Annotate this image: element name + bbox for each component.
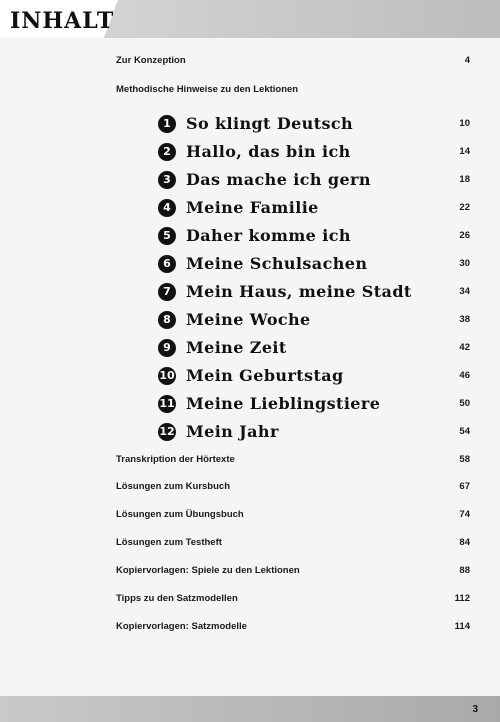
toc-entry-page: 4 [464, 55, 470, 66]
toc-entry[interactable] [116, 55, 470, 66]
lesson-page: 42 [459, 342, 470, 353]
lesson-number-badge: 9 [158, 339, 176, 357]
lesson-entry[interactable] [158, 226, 470, 245]
lesson-title: So klingt Deutsch [186, 114, 354, 133]
page-title: INHALT [10, 8, 115, 34]
lesson-title: Hallo, das bin ich [186, 142, 351, 161]
lesson-number-badge: 6 [158, 255, 176, 273]
lesson-title: Meine Zeit [186, 338, 287, 357]
toc-entry-page: 88 [459, 565, 470, 576]
lesson-entry[interactable] [158, 394, 470, 413]
lesson-number-badge: 1 [158, 115, 176, 133]
toc-entry-page: 74 [459, 509, 470, 520]
lesson-number-badge: 8 [158, 311, 176, 329]
toc-entry-page: 84 [459, 537, 470, 548]
toc-entry-page: 58 [459, 454, 470, 465]
toc-entry[interactable] [116, 481, 470, 492]
toc-entry-label: Methodische Hinweise zu den Lektionen [116, 84, 299, 95]
lesson-number-badge: 7 [158, 283, 176, 301]
lesson-number-badge: 5 [158, 227, 176, 245]
lesson-title: Mein Haus, meine Stadt [186, 282, 412, 301]
toc-entry-label: Kopiervorlagen: Spiele zu den Lektionen [116, 565, 300, 576]
lesson-entry[interactable] [158, 198, 470, 217]
lesson-page: 10 [459, 118, 470, 129]
toc-entry[interactable] [116, 454, 470, 465]
toc-entry-page: 114 [454, 621, 470, 632]
toc-entry[interactable] [116, 621, 470, 632]
lesson-page: 54 [459, 426, 470, 437]
toc-entry-page: 67 [459, 481, 470, 492]
toc-entry-label: Kopiervorlagen: Satzmodelle [116, 621, 247, 632]
lesson-entry[interactable] [158, 282, 470, 301]
lesson-page: 18 [459, 174, 470, 185]
lesson-number-badge: 10 [158, 367, 176, 385]
toc-entry-label: Lösungen zum Testheft [116, 537, 222, 548]
toc-entry[interactable] [116, 537, 470, 548]
lesson-title: Meine Familie [186, 198, 319, 217]
lesson-title: Mein Jahr [186, 422, 279, 441]
lesson-entry[interactable] [158, 254, 470, 273]
toc-entry[interactable] [116, 84, 470, 95]
lesson-entry[interactable] [158, 338, 470, 357]
toc-entry[interactable] [116, 509, 470, 520]
lesson-page: 38 [459, 314, 470, 325]
lesson-number-badge: 2 [158, 143, 176, 161]
lesson-number-badge: 3 [158, 171, 176, 189]
toc-entry-label: Zur Konzeption [116, 55, 186, 66]
lesson-entry[interactable] [158, 310, 470, 329]
lesson-entry[interactable] [158, 366, 470, 385]
lesson-title: Meine Schulsachen [186, 254, 368, 273]
toc-entry-label: Lösungen zum Übungsbuch [116, 509, 244, 520]
lesson-number-badge: 4 [158, 199, 176, 217]
toc-entry-label: Lösungen zum Kursbuch [116, 481, 230, 492]
lesson-entry[interactable] [158, 114, 470, 133]
lesson-entry[interactable] [158, 142, 470, 161]
lesson-title: Daher komme ich [186, 226, 351, 245]
toc-entry[interactable] [116, 565, 470, 576]
lesson-page: 30 [459, 258, 470, 269]
lesson-page: 50 [459, 398, 470, 409]
lesson-number-badge: 12 [158, 423, 176, 441]
lesson-title: Das mache ich gern [186, 170, 371, 189]
lesson-page: 22 [459, 202, 470, 213]
lesson-title: Meine Lieblingstiere [186, 394, 381, 413]
lesson-entry[interactable] [158, 422, 470, 441]
toc-entry-page: 112 [454, 593, 470, 604]
lesson-page: 26 [459, 230, 470, 241]
toc-entry[interactable] [116, 593, 470, 604]
lesson-number-badge: 11 [158, 395, 176, 413]
lesson-entry[interactable] [158, 170, 470, 189]
lesson-page: 46 [459, 370, 470, 381]
lesson-title: Meine Woche [186, 310, 311, 329]
footer-band [0, 696, 500, 722]
toc-entry-label: Transkription der Hörtexte [116, 454, 235, 465]
lesson-page: 34 [459, 286, 470, 297]
lesson-title: Mein Geburtstag [186, 366, 344, 385]
page-number: 3 [472, 704, 478, 715]
toc-entry-label: Tipps zu den Satzmodellen [116, 593, 238, 604]
lesson-page: 14 [459, 146, 470, 157]
